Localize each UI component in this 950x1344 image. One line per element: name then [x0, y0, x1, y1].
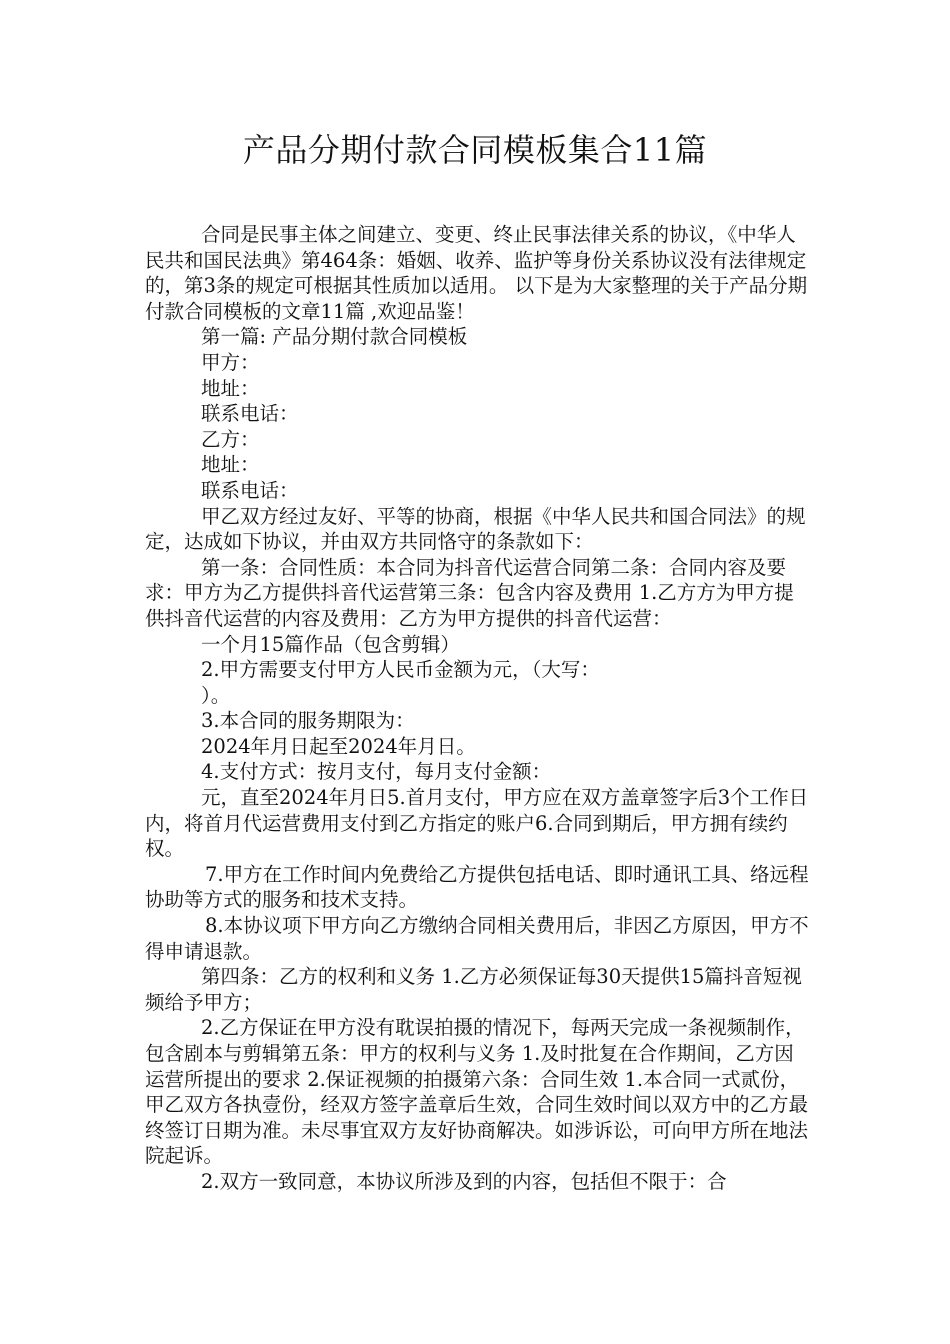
document-title: 产品分期付款合同模板集合11篇 — [242, 131, 708, 169]
paragraph-item-2-close: ）。 — [201, 683, 231, 707]
paragraph-works: 一个月15篇作品（包含剪辑） — [201, 632, 460, 656]
paragraph-party-a: 甲方： — [201, 350, 260, 374]
paragraph-item-8: 8.本协议项下甲方向乙方缴纳合同相关费用后，非因乙方原因，甲方不得申请退款。 — [145, 914, 809, 963]
paragraph-intro: 合同是民事主体之间建立、变更、终止民事法律关系的协议，《中华人民共和国民法典》第464条：婚姻、收养、监护等身份关系协议没有法律规定的，第3条的规定可根据其性质加以适用。 以下是为大家整理的关于产品分期付款合同模板的文章11篇 ,欢迎品鉴！ — [145, 223, 808, 323]
paragraph-article-5-6: 2.乙方保证在甲方没有耽误拍摄的情况下，每两天完成一条视频制作，包含剧本与剪辑第五条：甲方的权利与义务 1.及时批复在合作期间，乙方因运营所提出的要求 2.保证视频的拍摄第六条：合同生效 1.本合同一式贰份，甲乙双方各执壹份，经双方签字盖章后生效，合同生效时间以双方中的乙方最终签订日期为准。未尽事宜双方友好协商解决。如涉诉讼，可向甲方所在地法院起诉。 — [145, 1016, 809, 1168]
paragraph-phone-a: 联系电话： — [201, 402, 299, 426]
paragraph-item-3: 3.本合同的服务期限为： — [201, 709, 415, 733]
paragraph-item-2: 2.甲方需要支付甲方人民币金额为元，（大写： — [201, 658, 600, 682]
paragraph-item-4: 4.支付方式：按月支付，每月支付金额： — [201, 760, 552, 784]
paragraph-address-b: 地址： — [201, 453, 260, 477]
paragraph-article-1: 第一条：合同性质：本合同为抖音代运营合同第二条：合同内容及要求：甲方为乙方提供抖音代运营第三条：包含内容及费用 1.乙方方为甲方提供抖音代运营的内容及费用：乙方为甲方提供的抖音代运营： — [145, 555, 794, 630]
document-body — [145, 222, 813, 1195]
paragraph-address-a: 地址： — [201, 376, 260, 400]
paragraph-article-4: 第四条：乙方的权利和义务 1.乙方必须保证每30天提供15篇抖音短视频给予甲方； — [145, 965, 802, 1014]
paragraph-consent: 2.双方一致同意，本协议所涉及到的内容，包括但不限于：合 — [201, 1169, 727, 1193]
paragraph-item-7: 7.甲方在工作时间内免费给乙方提供包括电话、即时通讯工具、络远程协助等方式的服务和技术支持。 — [145, 862, 809, 912]
paragraph-term-dates: 2024年月日起至2024年月日。 — [201, 734, 476, 758]
paragraph-chapter-heading: 第一篇: 产品分期付款合同模板 — [201, 325, 468, 349]
paragraph-agreement: 甲乙双方经过友好、平等的协商，根据《中华人民共和国合同法》的规定，达成如下协议，并由双方共同恪守的条款如下： — [145, 504, 806, 554]
paragraph-party-b: 乙方： — [201, 427, 260, 451]
paragraph-phone-b: 联系电话： — [201, 478, 299, 502]
paragraph-payment: 元，直至2024年月日5.首月支付，甲方应在双方盖章签字后3个工作日内，将首月代运营费用支付到乙方指定的账户6.合同到期后，甲方拥有续约权。 — [145, 786, 809, 861]
